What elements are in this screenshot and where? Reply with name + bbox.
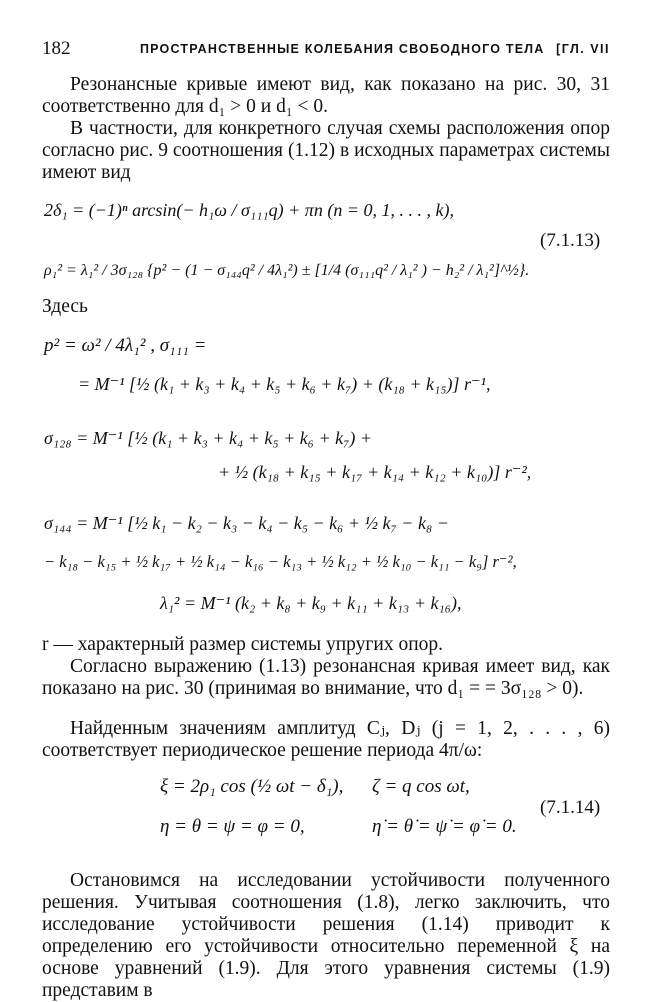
definition-p-sigma111: p² = ω² / 4λ₁² , σ₁₁₁ = [44, 335, 207, 356]
paragraph-4: Согласно выражению (1.13) резонансная кривая имеет вид, как показано на рис. 30 (принимая во внимание, что d₁ = = 3σ₁₂₈ > 0). [42, 656, 610, 699]
equation-number-7-1-13: (7.1.13) [540, 230, 601, 251]
equation-7-1-14-eta-dot: η̇ = θ̇ = ψ̇ = φ̇ = 0. [372, 816, 517, 837]
paragraph-5: Найденным значениям амплитуд Cⱼ, Dⱼ (j = 1, 2, . . . , 6) соответствует периодическое решение периода 4π/ω: [42, 718, 610, 761]
paragraph-1: Резонансные кривые имеют вид, как показано на рис. 30, 31 соответственно для d₁ > 0 и d₁ < 0. [42, 74, 610, 117]
page-header [42, 38, 610, 64]
definition-sigma128-line1: σ₁₂₈ = M⁻¹ [½ (k₁ + k₃ + k₄ + k₅ + k₆ + k₇) + [44, 428, 373, 448]
running-title: ПРОСТРАНСТВЕННЫЕ КОЛЕБАНИЯ СВОБОДНОГО ТЕЛА [140, 42, 545, 56]
definition-lambda1: λ₁² = M⁻¹ (k₂ + k₈ + k₉ + k₁₁ + k₁₃ + k₁₆), [160, 593, 462, 613]
paragraph-3: r — характерный размер системы упругих опор. [42, 634, 444, 655]
chapter-label: [ГЛ. VII [556, 42, 610, 56]
equation-number-7-1-14: (7.1.14) [540, 797, 601, 818]
paragraph-2: В частности, для конкретного случая схемы расположения опор согласно рис. 9 соотношения (1.12) в исходных параметрах системы имеют вид [42, 118, 610, 183]
definition-sigma144-line2: − k₁₈ − k₁₅ + ½ k₁₇ + ½ k₁₄ − k₁₆ − k₁₃ + ½ k₁₂ + ½ k₁₀ − k₁₁ − k₉] r⁻², [44, 552, 517, 571]
definition-sigma128-line2: + ½ (k₁₈ + k₁₅ + k₁₇ + k₁₄ + k₁₂ + k₁₀)] r⁻², [218, 462, 532, 482]
equation-7-1-14-zeta: ζ = q cos ωt, [372, 776, 470, 797]
here-label: Здесь [42, 296, 88, 317]
equation-7-1-13-line1: 2δ₁ = (−1)ⁿ arcsin(− h₁ω / σ₁₁₁q) + πn (n = 0, 1, . . . , k), [44, 200, 454, 220]
equation-7-1-14-xi: ξ = 2ρ₁ cos (½ ωt − δ₁), [160, 776, 344, 797]
equation-7-1-13-line2: ρ₁² = λ₁² / 3σ₁₂₈ {p² − (1 − σ₁₄₄q² / 4λ₁²) ± [1/4 (σ₁₁₁q² / λ₁² ) − h₂² / λ₁²]^½}. [44, 262, 530, 279]
equation-7-1-14-eta: η = θ = ψ = φ = 0, [160, 816, 305, 837]
definition-sigma144-line1: σ₁₄₄ = M⁻¹ [½ k₁ − k₂ − k₃ − k₄ − k₅ − k₆ + ½ k₇ − k₈ − [44, 513, 449, 533]
page-number: 182 [42, 38, 71, 59]
definition-sigma111-value: = M⁻¹ [½ (k₁ + k₃ + k₄ + k₅ + k₆ + k₇) + (k₁₈ + k₁₅)] r⁻¹, [78, 374, 491, 394]
paragraph-6: Остановимся на исследовании устойчивости полученного решения. Учитывая соотношения (1.8), легко заключить, что исследование устойчивости решения (1.14) приводит к определению его устойчивости относительно переменной ξ на основе уравнений (1.9). Для этого уравнения системы (1.9) представим в [42, 870, 610, 1001]
